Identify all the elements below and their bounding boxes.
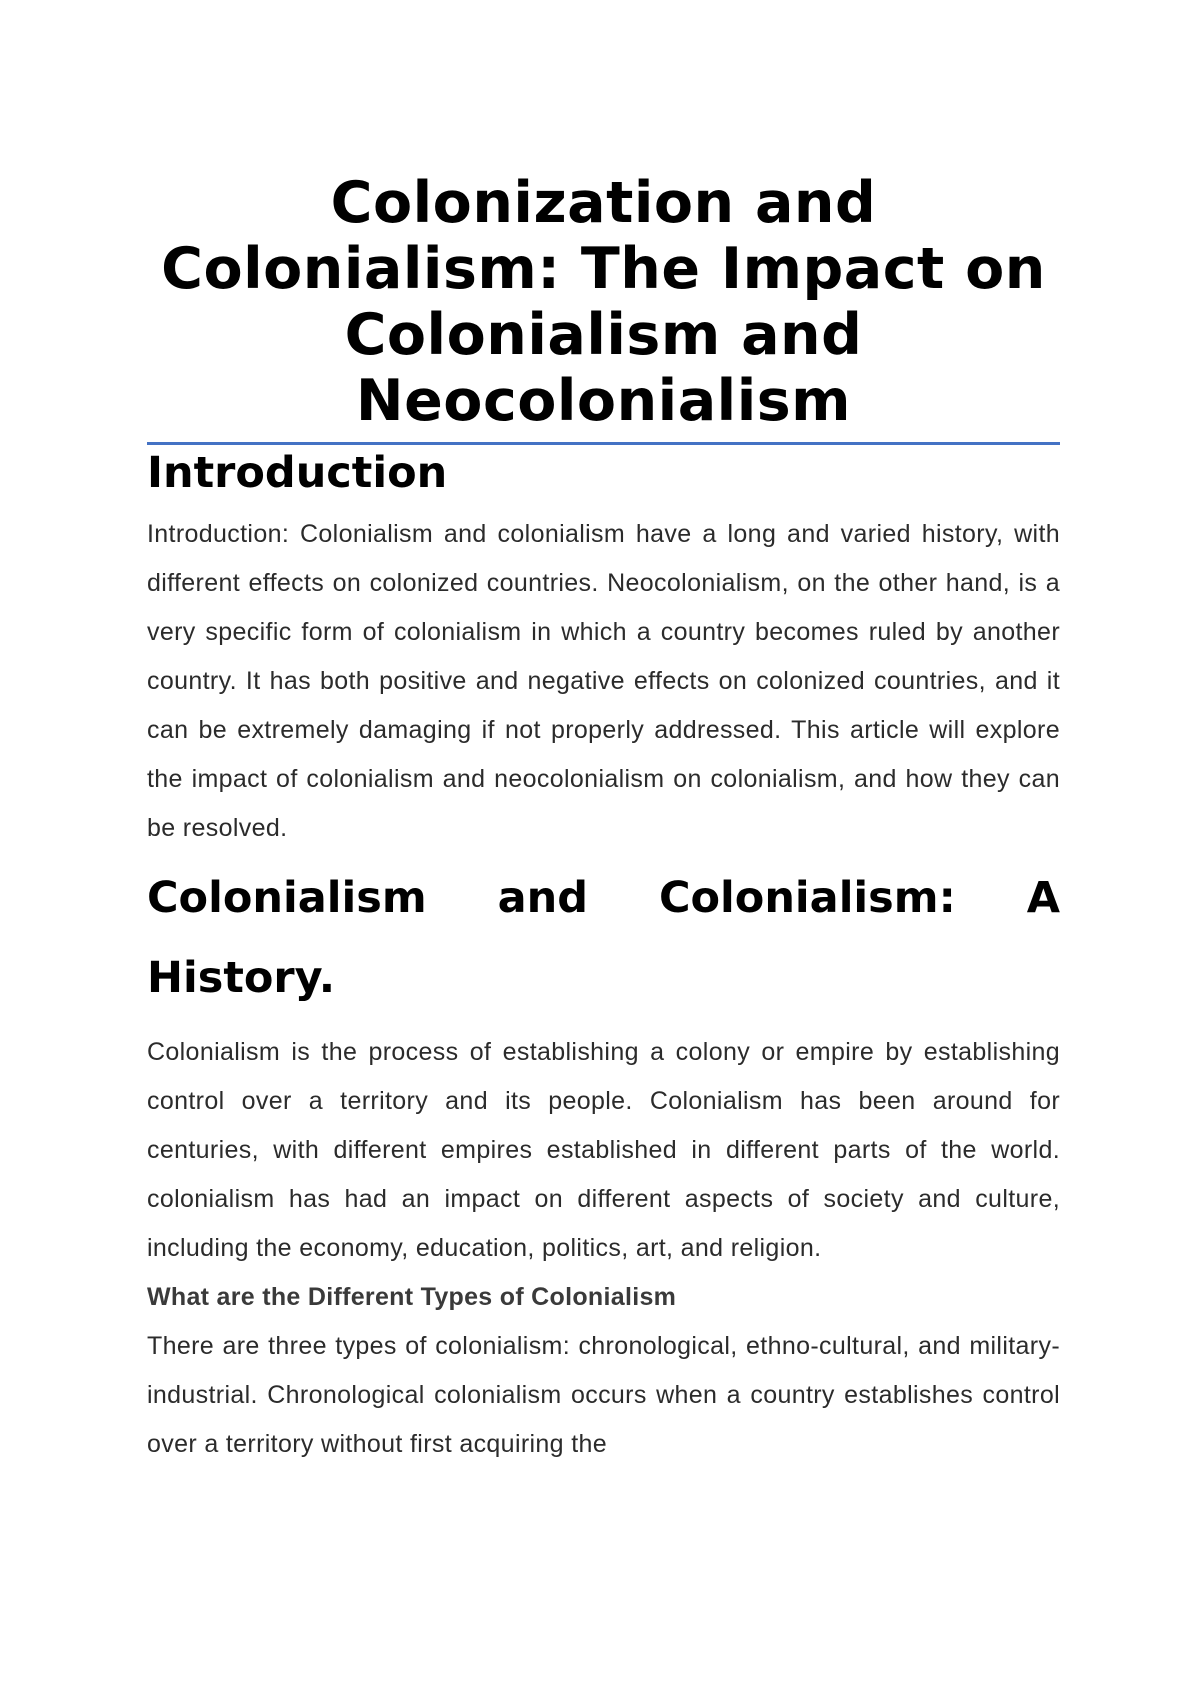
document-title: Colonization and Colonialism: The Impact on Colonialism and Neocolonialism xyxy=(161,170,1046,434)
paragraph-types: There are three types of colonialism: chronological, ethno-cultural, and military-industrial. Chronological colonialism occurs when a country establishes control over a territory without first acquiring the xyxy=(147,1332,1060,1458)
paragraph-history: Colonialism is the process of establishing a colony or empire by establishing control over a territory and its people. Colonialism has been around for centuries, with different empires established in different parts of the world. colonialism has had an impact on different aspects of society and culture, including the economy, education, politics, art, and religion. xyxy=(147,1038,1060,1262)
paragraph-introduction: Introduction: Colonialism and colonialism have a long and varied history, with different effects on colonized countries. Neocolonialism, on the other hand, is a very specific form of colonialism in which a country becomes ruled by another country. It has both positive and negative effects on colonized countries, and it can be extremely damaging if not properly addressed. This article will explore the impact of colonialism and neocolonialism on colonialism, and how they can be resolved. xyxy=(147,520,1060,842)
document-page xyxy=(147,170,1060,1469)
title-underline xyxy=(147,442,1060,445)
subheading-types: What are the Different Types of Colonialism xyxy=(147,1283,677,1311)
heading-introduction: Introduction xyxy=(147,448,448,498)
heading-history: Colonialism and Colonialism: A History. xyxy=(147,873,1060,1003)
